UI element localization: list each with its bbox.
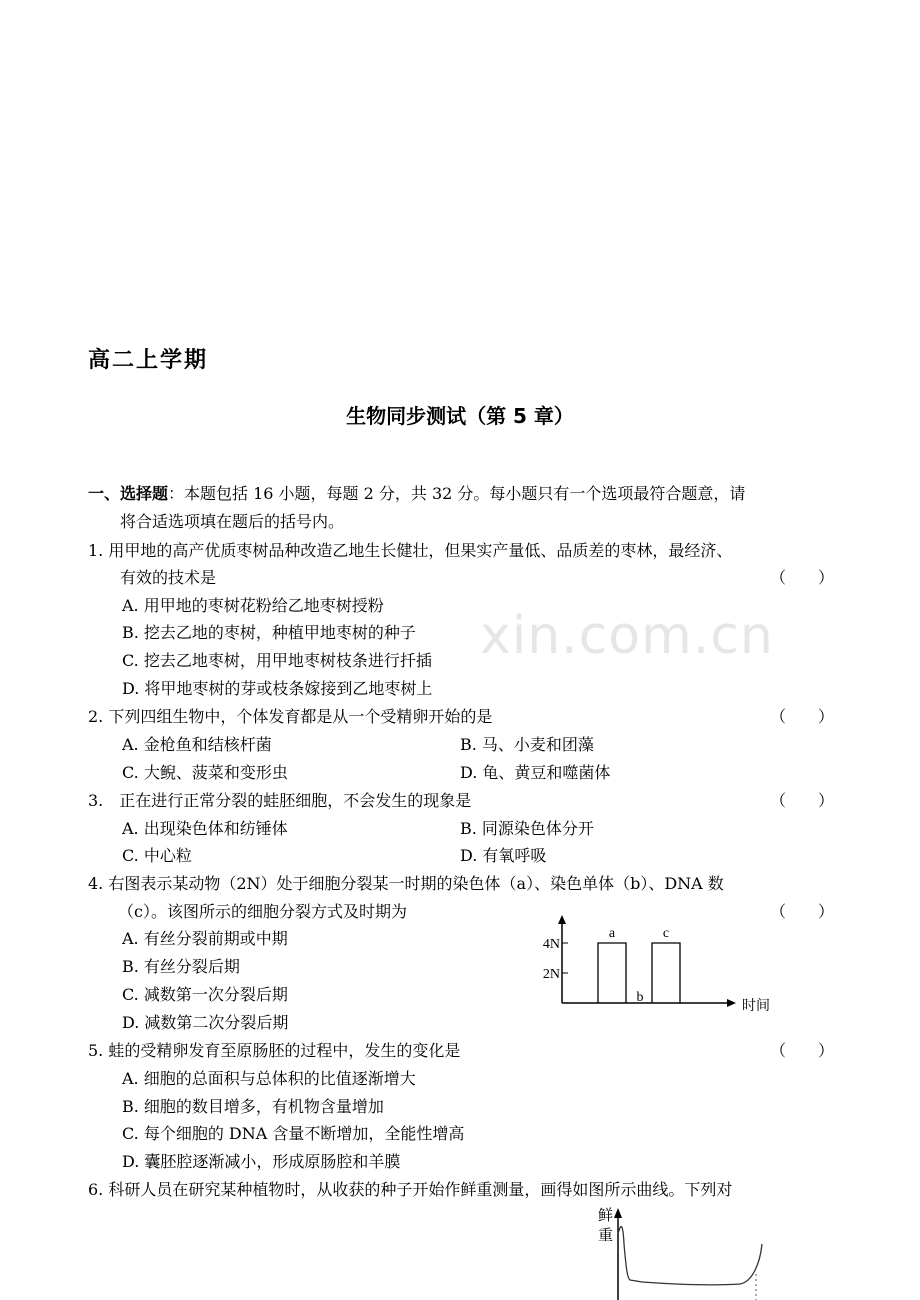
bar-c <box>652 943 680 1003</box>
q4-option-b: B. 有丝分裂后期 <box>122 957 240 976</box>
q3-option-c: C. 中心粒 <box>122 846 192 865</box>
q3-option-a: A. 出现染色体和纺锤体 <box>122 819 288 838</box>
question-1-stem-line2: 有效的技术是 <box>120 568 217 587</box>
answer-blank-q2: （ ） <box>770 707 835 726</box>
q2-option-b: B. 马、小麦和团藻 <box>460 735 594 754</box>
y-axis-arrow <box>558 915 566 924</box>
x-axis-arrow <box>727 999 736 1007</box>
answer-blank-q1: （ ） <box>770 568 835 587</box>
q5-option-a: A. 细胞的总面积与总体积的比值逐渐增大 <box>122 1069 416 1088</box>
y-axis-label-char: 重 <box>598 1228 614 1244</box>
q1-option-d: D. 将甲地枣树的芽或枝条嫁接到乙地枣树上 <box>122 679 433 698</box>
chart1-axes <box>543 915 770 1014</box>
y-tick-label: 4N <box>542 937 560 952</box>
x-axis-label: 时间 <box>742 999 770 1014</box>
q5-option-c: C. 每个细胞的 DNA 含量不断增加，全能性增高 <box>122 1124 465 1143</box>
q4-option-d: D. 减数第二次分裂后期 <box>122 1013 289 1032</box>
q6-fresh-weight-chart <box>590 1204 780 1300</box>
q4-option-a: A. 有丝分裂前期或中期 <box>122 929 288 948</box>
question-2-stem: 2. 下列四组生物中，个体发育都是从一个受精卵开始的是 <box>88 707 493 726</box>
q1-option-b: B. 挖去乙地的枣树，种植甲地枣树的种子 <box>122 623 416 642</box>
q2-option-d: D. 龟、黄豆和噬菌体 <box>460 763 611 782</box>
term-header: 高二上学期 <box>88 348 209 373</box>
q2-option-a: A. 金枪鱼和结核杆菌 <box>122 735 272 754</box>
q1-option-a: A. 用甲地的枣树花粉给乙地枣树授粉 <box>122 596 384 615</box>
bar-label-b: b <box>636 990 644 1005</box>
q3-option-b: B. 同源染色体分开 <box>460 819 594 838</box>
bar-a <box>598 943 626 1003</box>
section-intro-line2: 将合适选项填在题后的括号内。 <box>120 512 345 531</box>
section-label: 一、选择题 <box>88 484 169 503</box>
section-intro-text: ：本题包括 16 小题，每题 2 分，共 32 分。每小题只有一个选项最符合题意，请 <box>168 484 746 503</box>
section-intro-line1 <box>88 484 745 504</box>
question-1-stem-line1: 1. 用甲地的高产优质枣树品种改造乙地生长健壮，但果实产量低、品质差的枣林，最经济、 <box>88 541 733 560</box>
y-tick-label: 2N <box>542 967 560 982</box>
answer-blank-q5: （ ） <box>770 1041 835 1060</box>
y-axis-label-char: 鲜 <box>598 1208 614 1224</box>
q4-option-c: C. 减数第一次分裂后期 <box>122 985 288 1004</box>
answer-blank-q4: （ ） <box>770 902 835 921</box>
q5-option-d: D. 囊胚腔逐渐减小，形成原肠腔和羊膜 <box>122 1152 401 1171</box>
question-5-stem: 5. 蛙的受精卵发育至原肠胚的过程中，发生的变化是 <box>88 1041 461 1060</box>
q3-option-d: D. 有氧呼吸 <box>460 846 547 865</box>
fresh-weight-curve <box>618 1227 762 1285</box>
question-4-stem-line2: （c）。该图所示的细胞分裂方式及时期为 <box>118 902 407 921</box>
y-axis-arrow <box>614 1208 622 1218</box>
bar-label-c: c <box>662 926 670 941</box>
page-title: 生物同步测试（第 5 章） <box>346 404 574 428</box>
question-6-stem: 6. 科研人员在研究某种植物时，从收获的种子开始作鲜重测量，画得如图所示曲线。下列对 <box>88 1180 733 1199</box>
watermark: xin.com.cn <box>480 606 774 666</box>
q2-option-c: C. 大鲵、菠菜和变形虫 <box>122 763 288 782</box>
question-4-stem-line1: 4. 右图表示某动物（2N）处于细胞分裂某一时期的染色体（a）、染色单体（b）、DNA 数 <box>88 874 724 893</box>
answer-blank-q3: （ ） <box>770 791 835 810</box>
q4-chromosome-chart <box>530 912 790 1022</box>
q1-option-c: C. 挖去乙地枣树，用甲地枣树枝条进行扦插 <box>122 651 432 670</box>
q5-option-b: B. 细胞的数目增多，有机物含量增加 <box>122 1097 384 1116</box>
bar-label-a: a <box>608 926 616 941</box>
question-3-stem: 3. 正在进行正常分裂的蛙胚细胞，不会发生的现象是 <box>88 791 472 810</box>
